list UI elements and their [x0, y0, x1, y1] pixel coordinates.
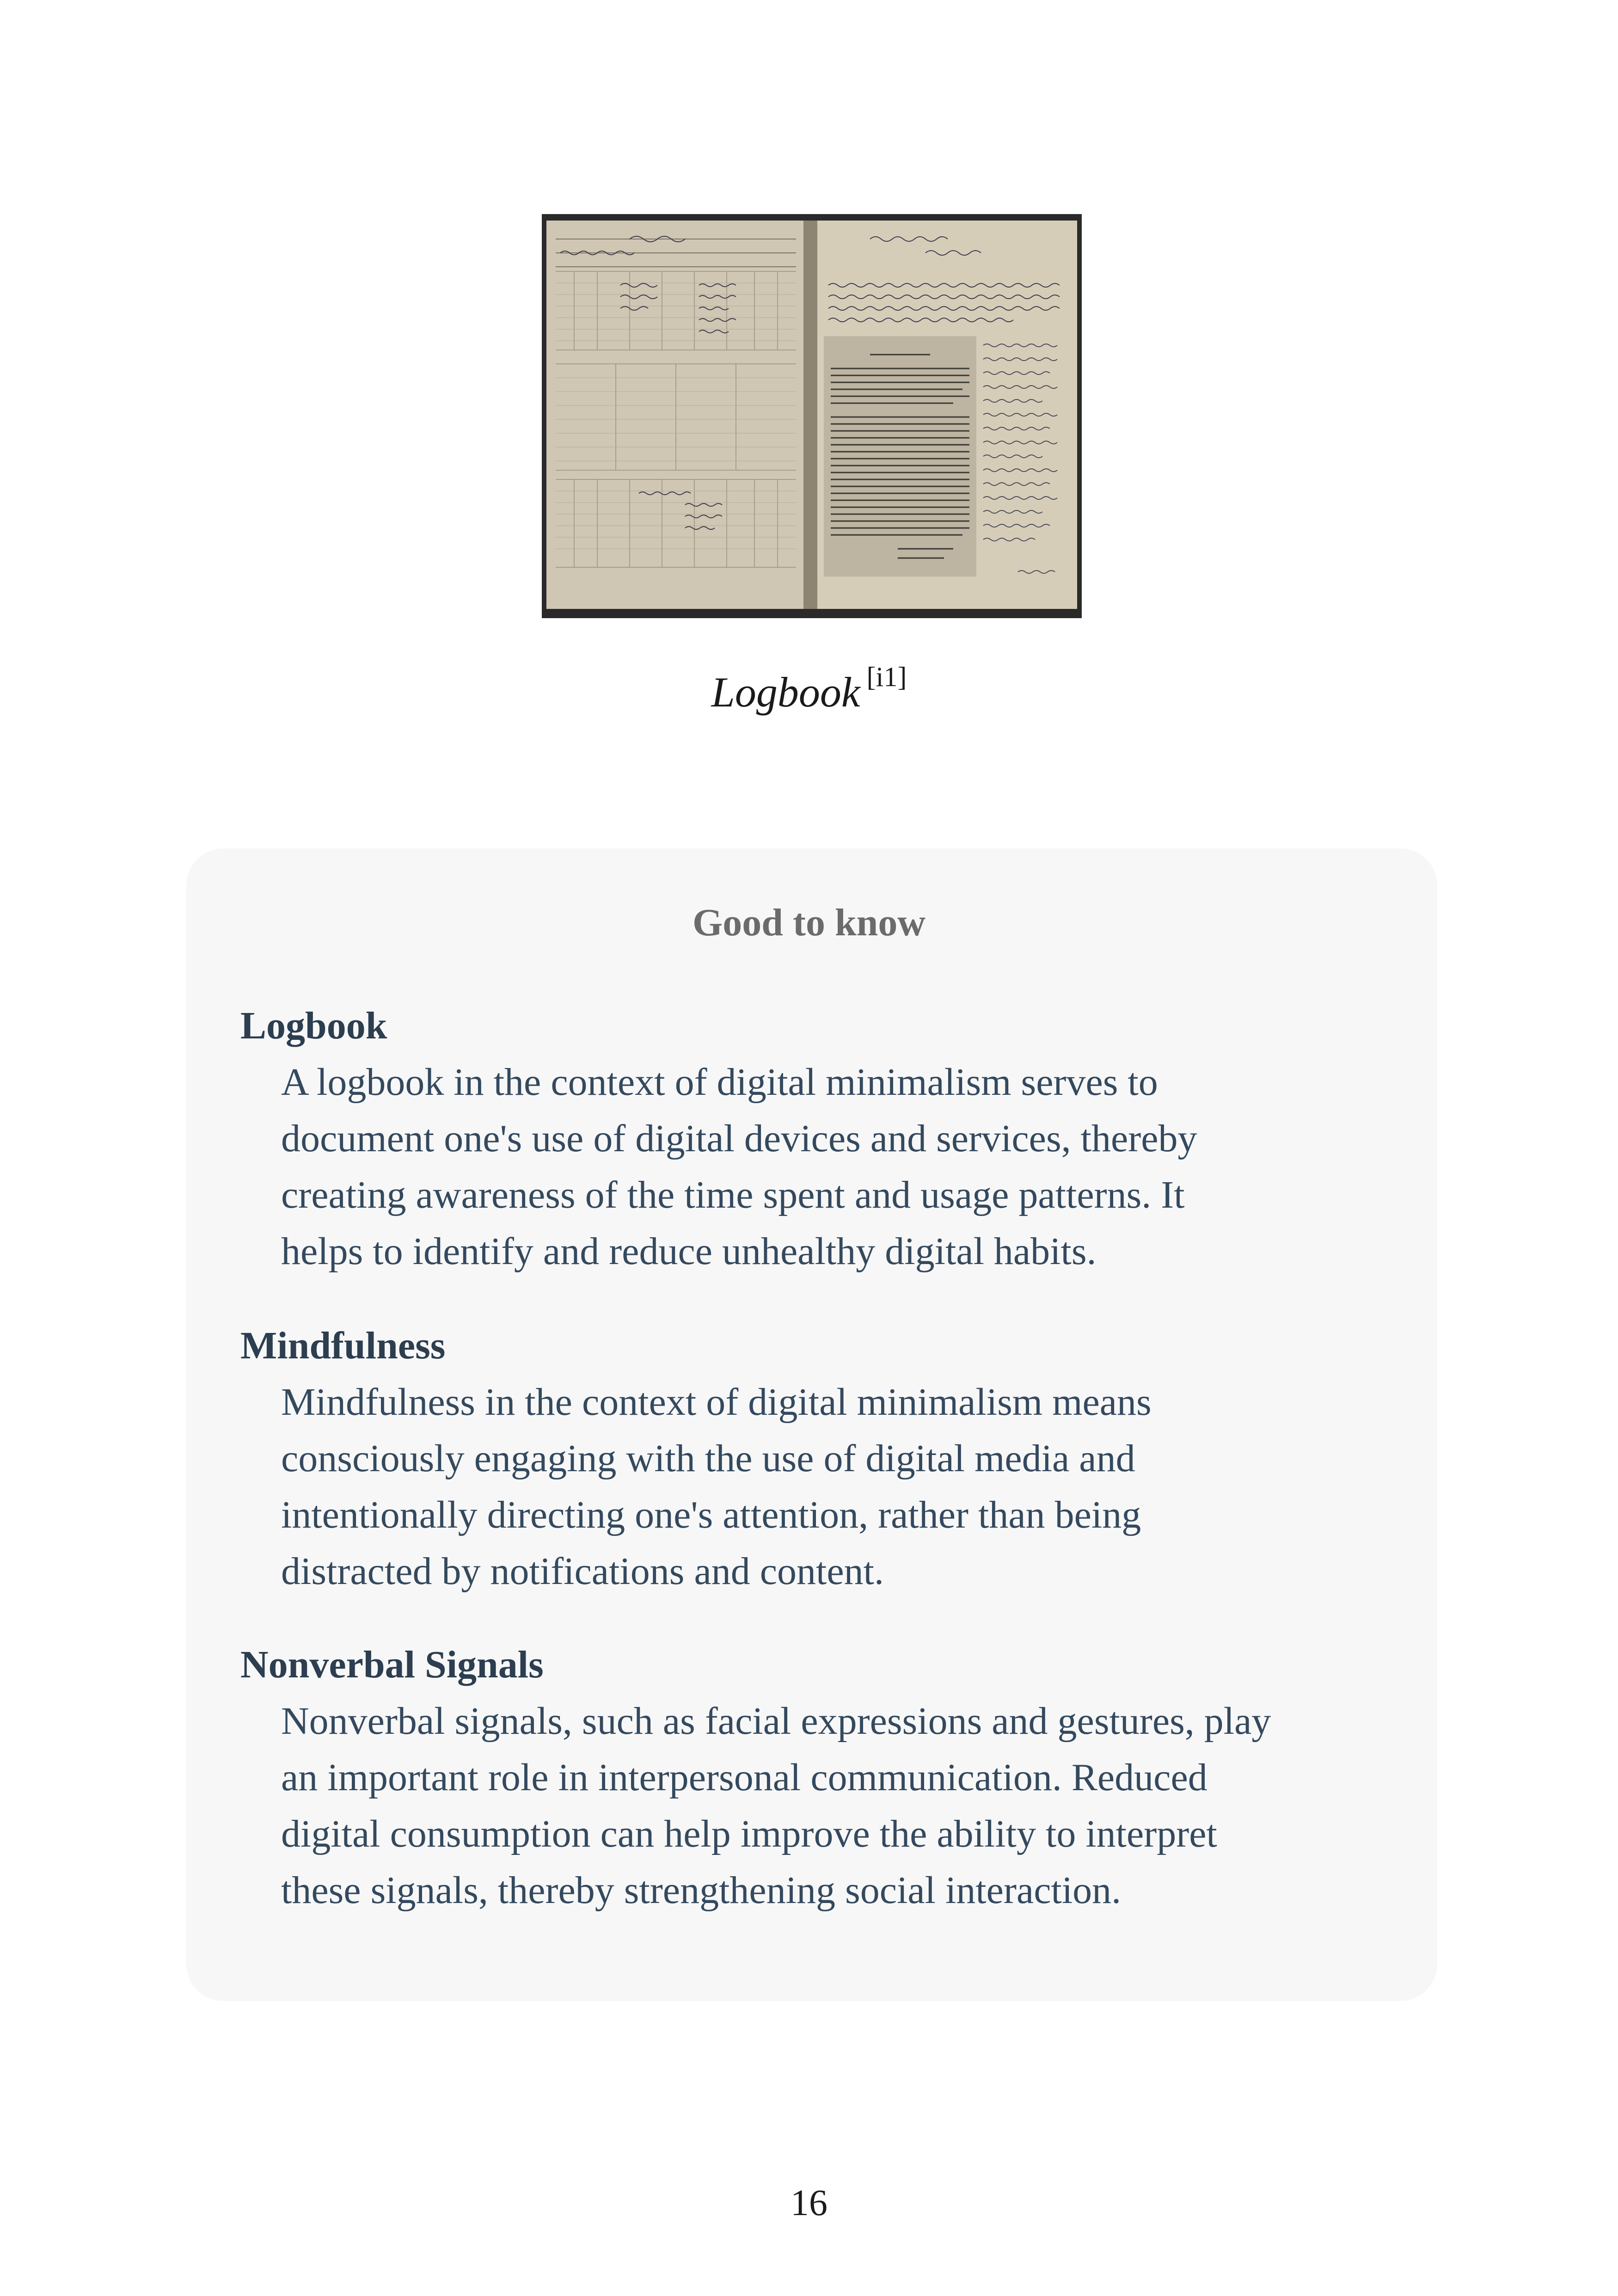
- definition-line: intentionally directing one's attention, rather than being: [281, 1493, 1141, 1536]
- good-to-know-heading: Good to know: [692, 901, 926, 944]
- glossary-term: Mindfulness: [240, 1324, 446, 1367]
- definition-line: Nonverbal signals, such as facial expressions and gestures, play: [281, 1700, 1271, 1743]
- glossary-entry-mindfulness: [240, 1318, 1396, 1600]
- definition-line: creating awareness of the time spent and usage patterns. It: [281, 1173, 1185, 1216]
- page-number: 16: [791, 2183, 827, 2223]
- definition-line: A logbook in the context of digital minimalism serves to: [281, 1061, 1158, 1104]
- definition-line: document one's use of digital devices and services, thereby: [281, 1117, 1197, 1160]
- definition-line: consciously engaging with the use of digital media and: [281, 1437, 1135, 1480]
- glossary-definition: [281, 1374, 1396, 1600]
- figure-caption: [0, 661, 1618, 717]
- logbook-image: [546, 221, 1077, 609]
- definition-line: Mindfulness in the context of digital minimalism means: [281, 1381, 1152, 1424]
- definition-line: an important role in interpersonal communication. Reduced: [281, 1756, 1207, 1799]
- definition-line: these signals, thereby strengthening social interaction.: [281, 1869, 1122, 1912]
- glossary-term: Logbook: [240, 1004, 387, 1047]
- glossary-entry-nonverbal-signals: [240, 1637, 1396, 1919]
- glossary-definition: [281, 1054, 1396, 1280]
- definition-line: distracted by notifications and content.: [281, 1550, 884, 1593]
- caption-reference: [i1]: [866, 662, 907, 692]
- glossary-term: Nonverbal Signals: [240, 1643, 544, 1686]
- definition-line: helps to identify and reduce unhealthy digital habits.: [281, 1230, 1097, 1273]
- definition-line: digital consumption can help improve the ability to interpret: [281, 1812, 1217, 1855]
- caption-title: Logbook: [711, 669, 860, 716]
- glossary-entry-logbook: [240, 998, 1396, 1280]
- glossary-definition: [281, 1693, 1396, 1919]
- logbook-photo: [542, 214, 1082, 618]
